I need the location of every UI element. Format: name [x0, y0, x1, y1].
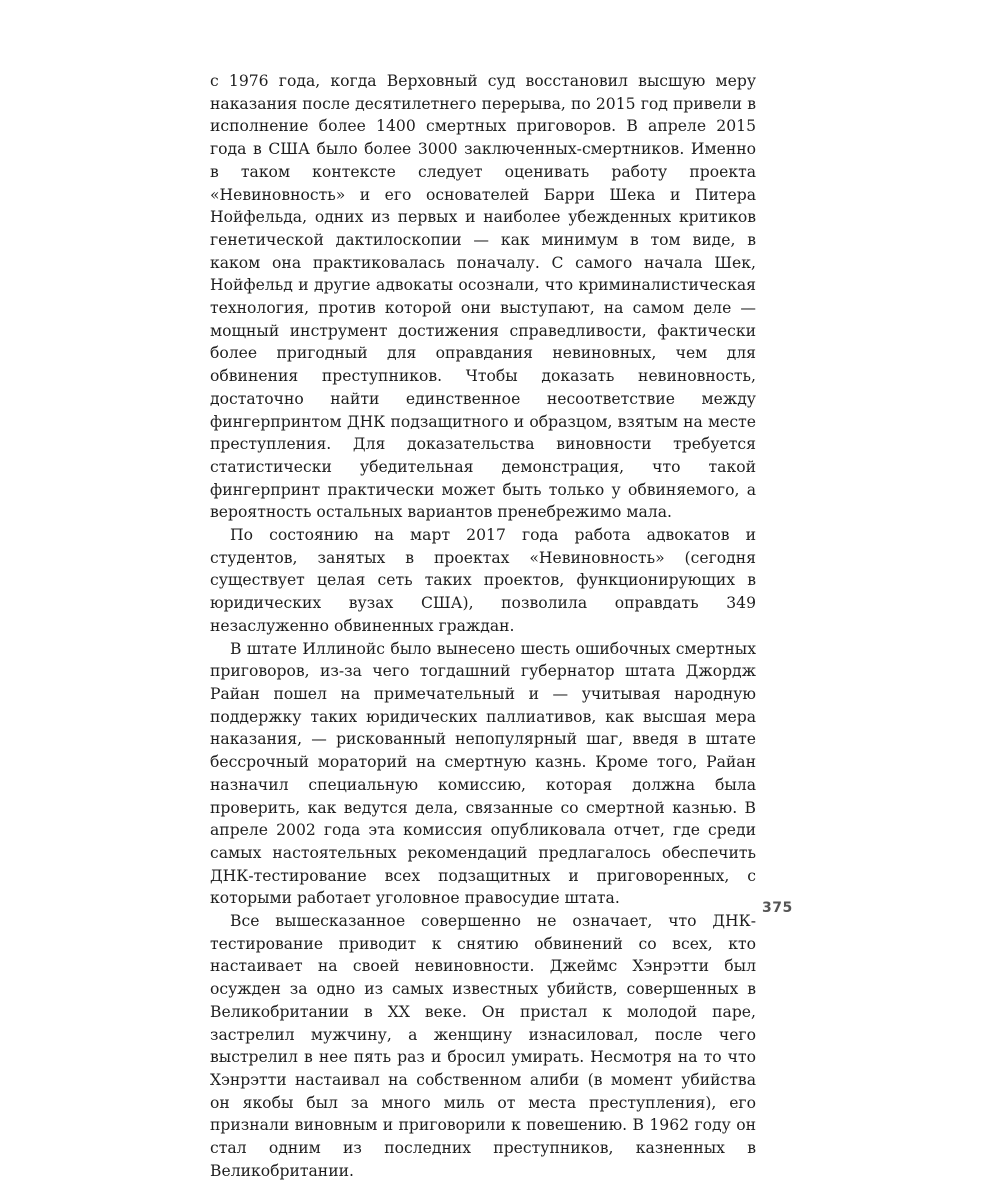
page-number: 375	[762, 900, 793, 916]
paragraph-1: с 1976 года, когда Верховный суд восстановил высшую меру наказания после десятилетнего перерыва, по 2015 год привели в исполнение более 1400 смертных приговоров. В апреле 2015 года в США было более 3000 заключенных-смертников. Именно в таком контексте следует оценивать работу проекта «Невиновность» и его основателей Барри Шека и Питера Нойфельда, одних из первых и наиболее убежденных критиков генетической дактилоскопии — как минимум в том виде, в каком она практиковалась поначалу. С самого начала Шек, Нойфельд и другие адвокаты осознали, что криминалистическая технология, против которой они выступают, на самом деле — мощный инструмент достижения справедливости, фактически более пригодный для оправдания невиновных, чем для обвинения преступников. Чтобы доказать невиновность, достаточно найти единственное несоответствие между фингерпринтом ДНК подзащитного и образцом, взятым на месте преступления. Для доказательства виновности требуется статистически убедительная демонстрация, что такой фингерпринт практически может быть только у обвиняемого, а вероятность остальных вариантов пренебрежимо мала.	[210, 72, 756, 522]
paragraph-4: Все вышесказанное совершенно не означает, что ДНК-тестирование приводит к снятию обвинений со всех, кто настаивает на своей невиновности. Джеймс Хэнрэтти был осужден за одно из самых известных убийств, совершенных в Великобритании в XX веке. Он пристал к молодой паре, застрелил мужчину, а женщину изнасиловал, после чего выстрелил в нее пять раз и бросил умирать. Несмотря на то что Хэнрэтти настаивал на собственном алиби (в момент убийства он якобы был за много миль от места преступления), его признали виновным и приговорили к повешению. В 1962 году он стал одним из последних преступников, казненных в Великобритании.	[210, 912, 756, 1180]
paragraph-2: По состоянию на март 2017 года работа адвокатов и студентов, занятых в проектах «Невиновность» (сегодня существует целая сеть таких проектов, функционирующих в юридических вузах США), позволила оправдать 349 незаслуженно обвиненных граждан.	[210, 526, 756, 635]
paragraph-3: В штате Иллинойс было вынесено шесть ошибочных смертных приговоров, из-за чего тогдашний губернатор штата Джордж Райан пошел на примечательный и — учитывая народную поддержку таких юридических паллиативов, как высшая мера наказания, — рискованный непопулярный шаг, введя в штате бессрочный мораторий на смертную казнь. Кроме того, Райан назначил специальную комиссию, которая должна была проверить, как ведутся дела, связанные со смертной казнью. В апреле 2002 года эта комиссия опубликовала отчет, где среди самых настоятельных рекомендаций предлагалось обеспечить ДНК-тестирование всех подзащитных и приговоренных, с которыми работает уголовное правосудие штата.	[210, 639, 756, 908]
body-text	[210, 70, 756, 1182]
